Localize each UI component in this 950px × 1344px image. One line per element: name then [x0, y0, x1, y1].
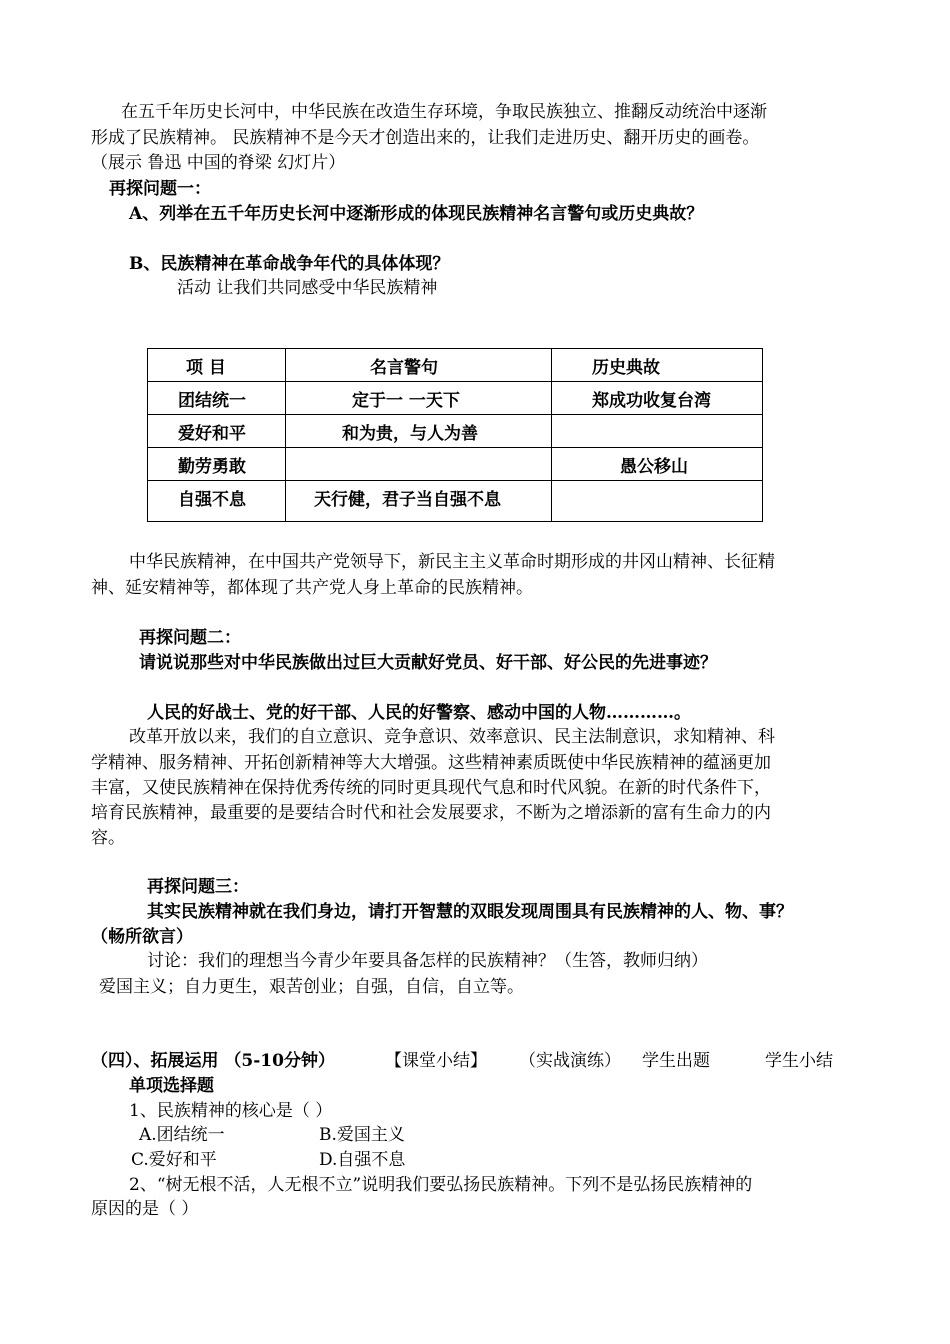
discussion-line: 讨论：我们的理想当今青少年要具备怎样的民族精神？（生答，教师归纳） — [147, 951, 708, 971]
table-cell: 勤劳勇敢 — [178, 457, 246, 477]
quiz-question-2-line-1: 2、“树无根不活，人无根不立”说明我们要弘扬民族精神。下列不是弘扬民族精神的 — [129, 1175, 753, 1195]
intro-line-1: 在五千年历史长河中，中华民族在改造生存环境，争取民族独立、推翻反动统治中逐渐 — [121, 102, 767, 122]
section-4-heading: （四）、拓展运用 （5-10分钟） — [91, 1051, 335, 1071]
header-quote: 名言警句 — [370, 358, 438, 378]
para2-line-2: 神、延安精神等，都体现了共产党人身上革命的民族精神。 — [91, 578, 533, 598]
table-row — [148, 448, 763, 481]
intro-line-3: （展示 鲁迅 中国的脊梁 幻灯片） — [91, 153, 346, 173]
table-cell: 愚公移山 — [620, 457, 688, 477]
question-2-title: 再探问题二： — [139, 628, 241, 648]
table-cell: 爱好和平 — [178, 424, 246, 444]
quiz-option-c: C.爱好和平 — [131, 1150, 217, 1170]
table-cell: 和为贵，与人为善 — [342, 424, 478, 444]
section-4-student-questions: 学生出题 — [642, 1051, 710, 1071]
table-cell — [552, 415, 762, 419]
table-cell: 郑成功收复台湾 — [592, 391, 711, 411]
reform-line-4: 培育民族精神，最重要的是要结合时代和社会发展要求，不断为之增添新的富有生命力的内 — [91, 803, 771, 823]
table-row — [148, 415, 763, 448]
table-cell — [286, 448, 551, 452]
quiz-question-1: 1、民族精神的核心是（ ） — [129, 1101, 333, 1121]
header-story: 历史典故 — [592, 358, 660, 378]
quiz-option-b: B.爱国主义 — [319, 1125, 405, 1145]
quiz-option-d: D.自强不息 — [319, 1150, 406, 1170]
table-row — [148, 382, 763, 415]
question-3-note: （畅所欲言） — [91, 927, 193, 947]
reform-line-3: 丰富，又使民族精神在保持优秀传统的同时更具现代气息和时代风貌。在新的时代条件下， — [91, 778, 771, 798]
question-1-b: B、民族精神在革命战争年代的具体体现？ — [129, 254, 450, 274]
reform-line-1: 改革开放以来，我们的自立意识、竞争意识、效率意识、民主法制意识，求知精神、科 — [129, 727, 775, 747]
para2-line-1: 中华民族精神，在中国共产党领导下，新民主主义革命时期形成的井冈山精神、长征精 — [129, 552, 775, 572]
table-cell: 自强不息 — [178, 490, 246, 510]
table-header-row — [148, 349, 763, 382]
table-cell: 天行健，君子当自强不息 — [314, 490, 501, 510]
quiz-question-2-line-2: 原因的是（ ） — [91, 1199, 199, 1219]
table-cell: 团结统一 — [178, 391, 246, 411]
header-item: 项 目 — [186, 358, 226, 378]
question-1-a: A、列举在五千年历史长河中逐渐形成的体现民族精神名言警句或历史典故？ — [129, 204, 704, 224]
question-3-title: 再探问题三： — [147, 877, 249, 897]
quiz-title: 单项选择题 — [129, 1076, 214, 1096]
question-2-text: 请说说那些对中华民族做出过巨大贡献好党员、好干部、好公民的先进事迹？ — [139, 653, 717, 673]
reform-line-2: 学精神、服务精神、开拓创新精神等大大增强。这些精神素质既使中华民族精神的蕴涵更加 — [91, 753, 771, 773]
table-cell — [552, 481, 762, 485]
activity-line: 活动 让我们共同感受中华民族精神 — [177, 278, 438, 298]
section-4-student-summary: 学生小结 — [765, 1051, 833, 1071]
question-2-answer: 人民的好战士、党的好干部、人民的好警察、感动中国的人物…………。 — [147, 703, 691, 723]
reform-line-5: 容。 — [91, 828, 125, 848]
table-row — [148, 481, 763, 522]
question-1-title: 再探问题一： — [109, 179, 211, 199]
spirit-table — [147, 348, 763, 522]
section-4-summary: 【课堂小结】 — [385, 1051, 487, 1071]
discussion-answer: 爱国主义；自力更生，艰苦创业；自强，自信，自立等。 — [99, 977, 524, 997]
question-3-text: 其实民族精神就在我们身边，请打开智慧的双眼发现周围具有民族精神的人、物、事？ — [147, 902, 793, 922]
table-cell: 定于一 一天下 — [352, 391, 460, 411]
quiz-option-a: A.团结统一 — [139, 1125, 225, 1145]
intro-line-2: 形成了民族精神。 民族精神不是今天才创造出来的，让我们走进历史、翻开历史的画卷。 — [91, 128, 760, 148]
section-4-practice: （实战演练） — [519, 1051, 621, 1071]
